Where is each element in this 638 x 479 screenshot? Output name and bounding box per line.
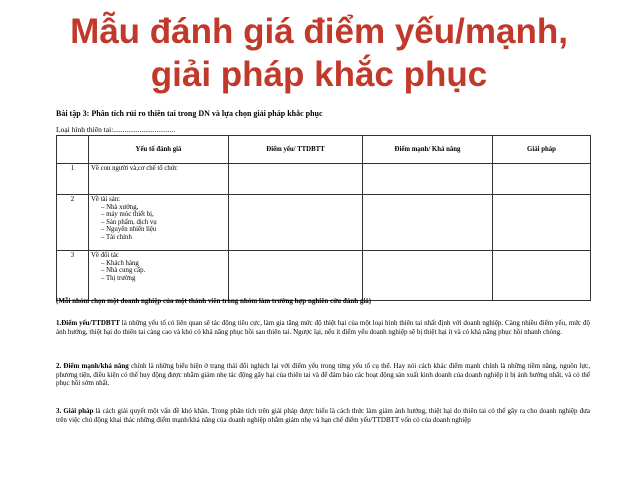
disaster-type-line: Loại hình thiên tai:................................. (56, 125, 176, 134)
bullet-item: – Sản phẩm, dịch vụ (101, 218, 157, 226)
factor-label: Về tài sản: (91, 196, 121, 203)
solution-text: là cách giải quyết một vấn đề khó khăn. Trong phân tích trên giải pháp được hiểu là cách thức làm giảm ảnh hưởng, thiệt hại do thiên tai có thể gây ra cho doanh nghiệp đưa trên việc chủ động khai thác những điểm mạnh/khả năng của doanh nghiệp nhằm giảm nhẹ và hạn chế điểm yếu/TTDBTT vốn có của doanh nghiệp (56, 407, 590, 424)
solution-cell (493, 251, 591, 301)
row-number: 1 (57, 164, 89, 195)
solution-cell (493, 195, 591, 251)
bullet-item: – Nguyên nhiên liệu (101, 226, 157, 234)
header-strength: Điểm mạnh/ Khả năng (363, 136, 493, 164)
header-num (57, 136, 89, 164)
weakness-cell (229, 164, 363, 195)
solution-paragraph (56, 407, 590, 424)
row-number: 2 (57, 195, 89, 251)
slide-title (0, 10, 638, 96)
strength-cell (363, 195, 493, 251)
title-line-2: giải pháp khắc phục (150, 55, 488, 94)
bullet-item: – Tài chính (101, 233, 132, 241)
bullet-item: – Thị trường (101, 274, 136, 282)
strength-cell (363, 251, 493, 301)
risk-analysis-table (56, 135, 591, 301)
factor-cell: Về con người và,cơ chế tổ chức (89, 164, 229, 195)
factor-cell (89, 251, 229, 301)
group-note: (Mỗi nhóm chọn một doanh nghiệp của một thành viên trong nhóm làm trường hợp nghiên cứu đánh giá) (56, 297, 372, 305)
bullet-item: – Khách hàng (101, 259, 139, 267)
weakness-paragraph (56, 319, 590, 336)
factor-bullets (91, 260, 226, 283)
solution-lead: 3. Giải pháp (56, 407, 94, 415)
solution-cell (493, 164, 591, 195)
row-number: 3 (57, 251, 89, 301)
table-header-row (57, 136, 591, 164)
bullet-item: – Nhà cung cấp. (101, 267, 146, 275)
exercise-title: Bài tập 3: Phân tích rủi ro thiên tai trong DN và lựa chọn giải pháp khắc phục (56, 109, 323, 118)
title-line-1: Mẫu đánh giá điểm yếu/mạnh, (70, 12, 568, 51)
strength-paragraph (56, 362, 590, 388)
strength-cell (363, 164, 493, 195)
header-solution: Giải pháp (493, 136, 591, 164)
weakness-text: là những yếu tố có liên quan sẽ tác động tiêu cực, làm gia tăng mức độ thiệt hại của một loại hình thiên tai nhất định với doanh nghiệp. Càng nhiều điểm yếu, mức độ ảnh hưởng, thiệt hại do thiên tai càng cao và khó có khả năng phục hồi sau thiên tai. Ngược lại, nếu ít điểm yếu doanh nghiệp sẽ bị thiệt hại ít và có khả năng phục hồi nhanh chóng. (56, 319, 590, 336)
table-row (57, 195, 591, 251)
weakness-cell (229, 251, 363, 301)
factor-label: Về đối tác (91, 252, 119, 259)
weakness-cell (229, 195, 363, 251)
factor-bullets (91, 204, 226, 242)
table-row (57, 251, 591, 301)
factor-cell (89, 195, 229, 251)
strength-lead: 2. Điểm mạnh/khả năng (56, 362, 129, 370)
strength-text: chính là những biểu hiện ở trạng thái đối nghịch lại với điểm yếu trong từng yếu tố cụ thể. Hay nói cách khác điểm mạnh chính là những tiềm năng, nguồn lực, phương tiện, điều kiện có thể huy động được nhằm giảm nhẹ tác động gây hại của thiên tai và để đảm bảo các hoạt động sản xuất kinh doanh của doanh nghiệp ít bị ảnh hưởng nhất, và có thể phục hồi sớm nhất. (56, 362, 590, 388)
document-image (52, 110, 592, 475)
bullet-item: – Nhà xưởng, (101, 203, 139, 211)
table-row (57, 164, 591, 195)
header-weakness: Điểm yếu/ TTDBTT (229, 136, 363, 164)
bullet-item: – máy móc thiết bị, (101, 211, 154, 219)
weakness-lead: 1.Điểm yếu/TTDBTT (56, 319, 120, 327)
header-factor: Yếu tố đánh giá (89, 136, 229, 164)
